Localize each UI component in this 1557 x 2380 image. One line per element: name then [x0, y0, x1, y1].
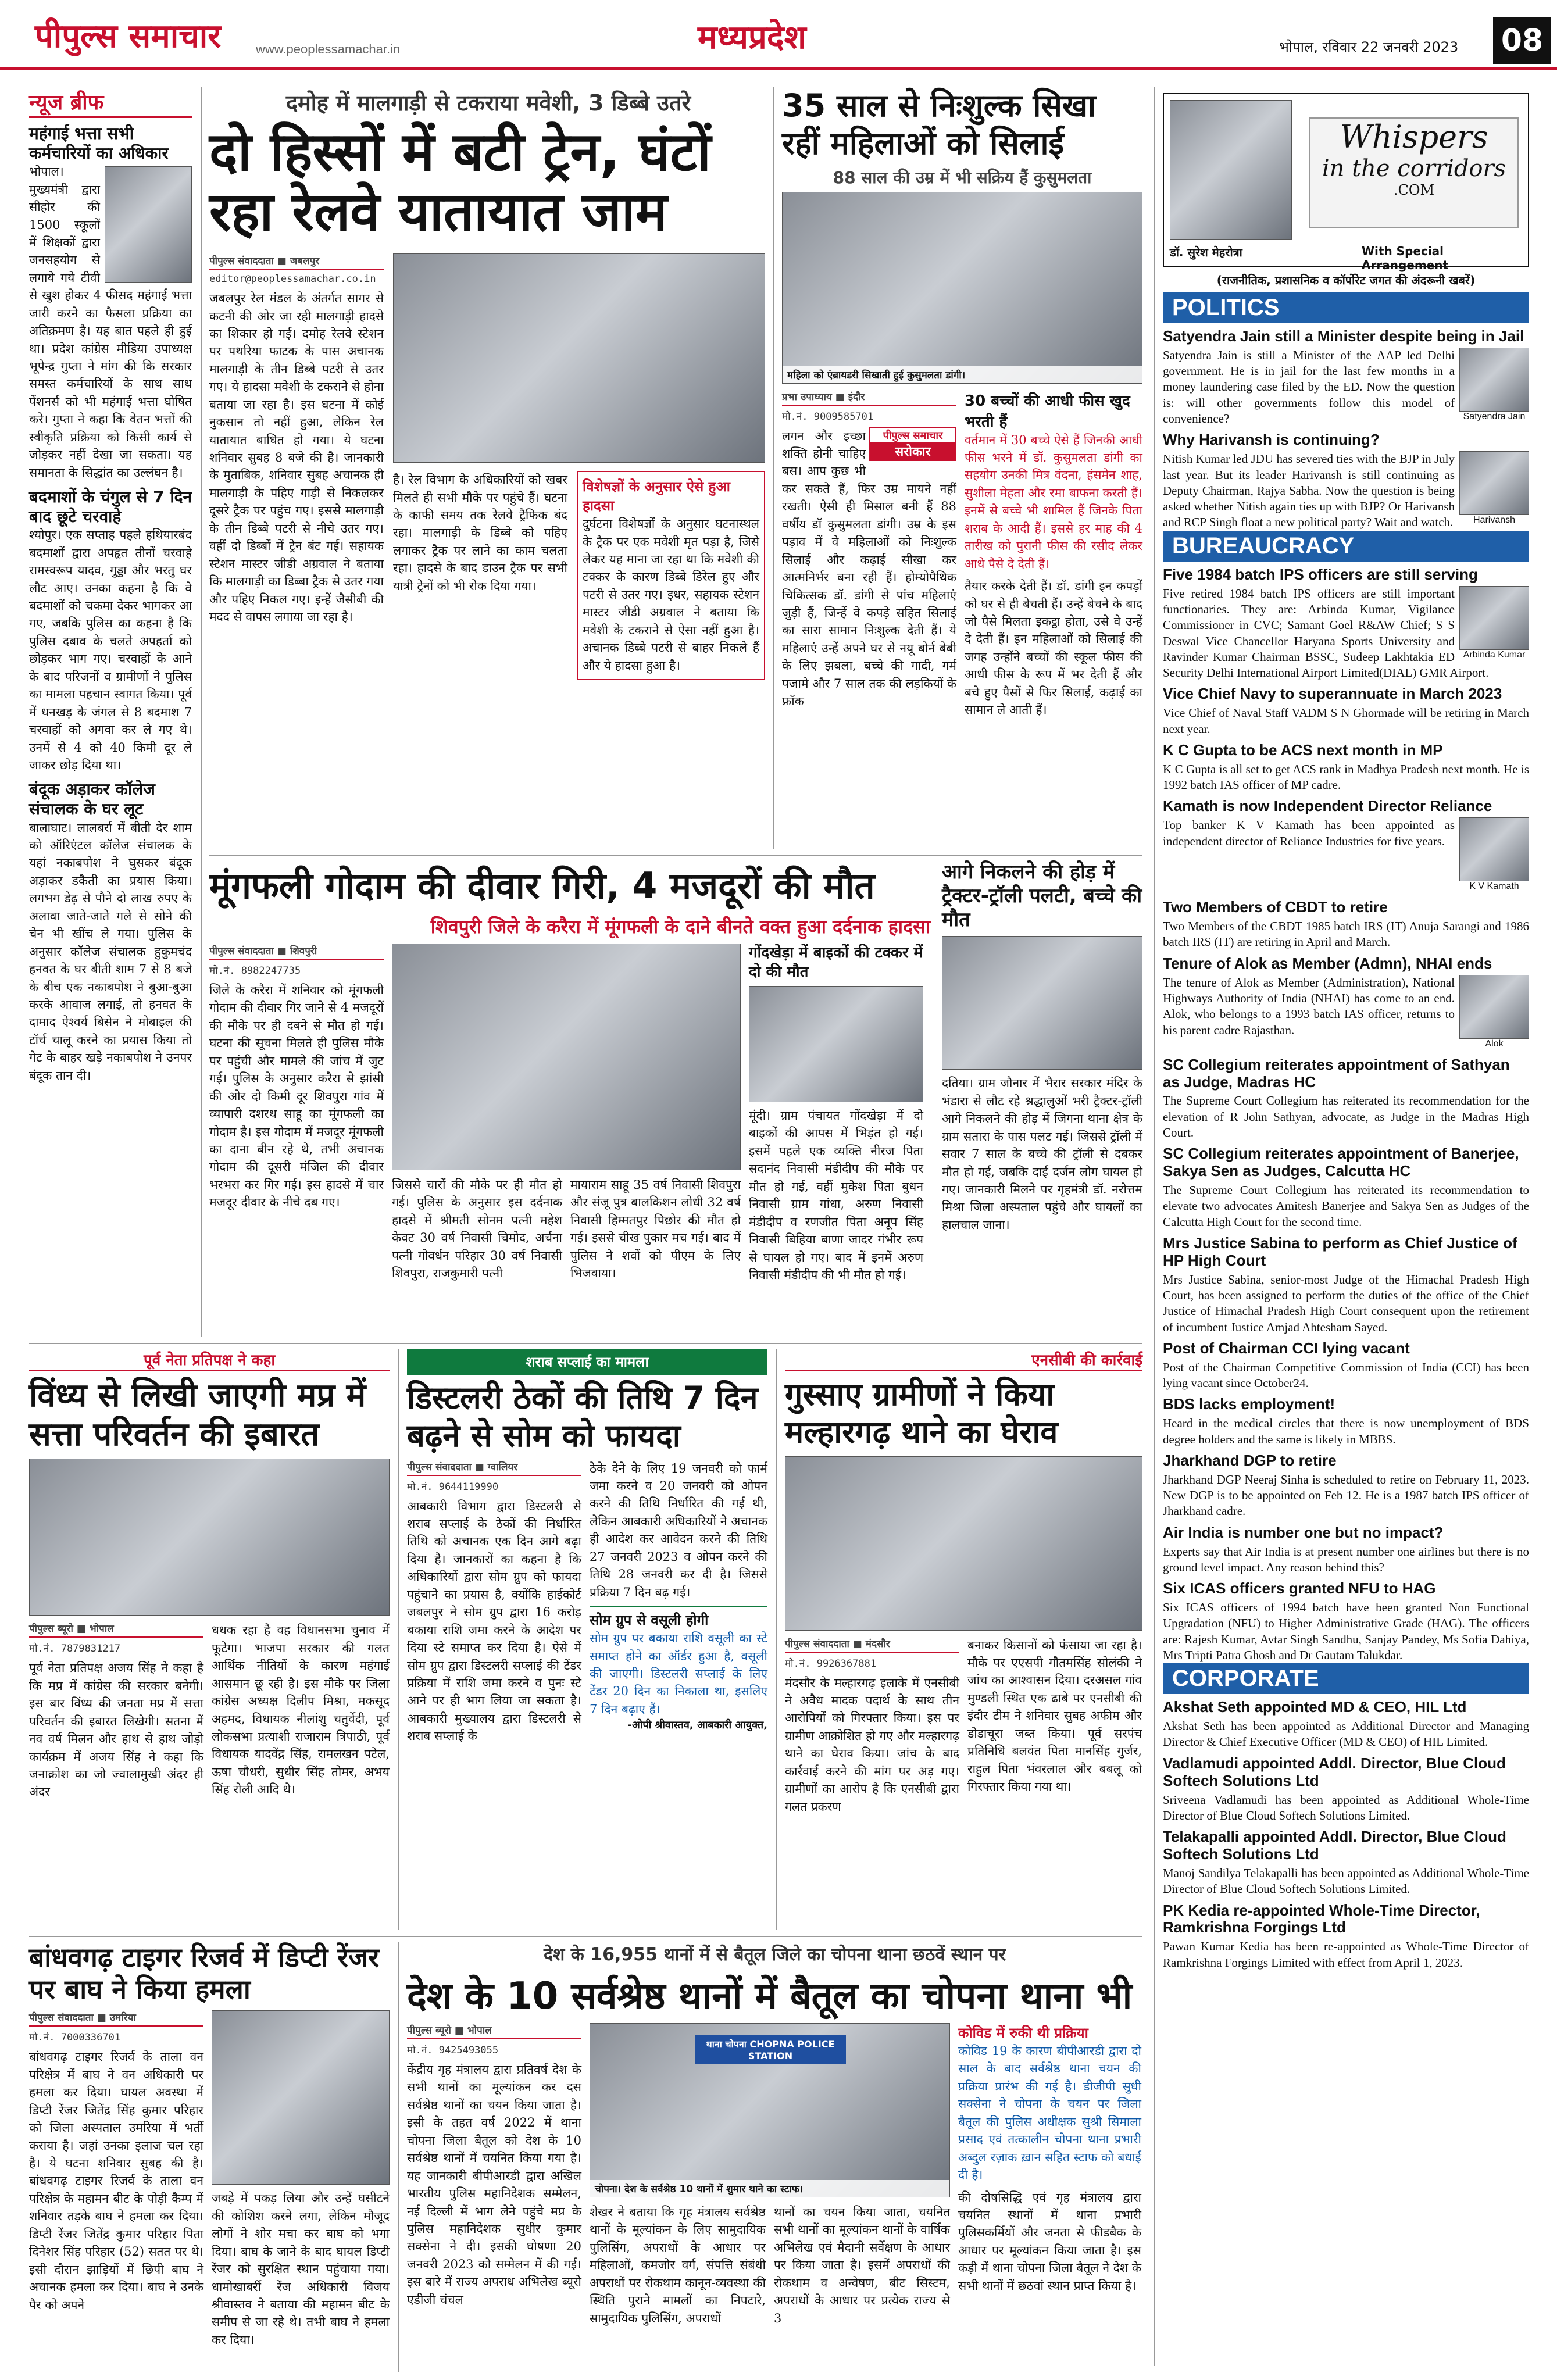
fee-box-title: 30 बच्चों की आधी फीस खुद भरती हैं — [965, 392, 1130, 431]
whisper-title: Jharkhand DGP to retire — [1163, 1451, 1337, 1469]
mobile: मो.नं. 7879831217 — [29, 1643, 121, 1655]
brief-photo-congress-leader — [105, 166, 192, 283]
whisper-photo — [1459, 586, 1529, 660]
vindhya-headline: विंध्य से लिखी जाएगी मप्र में सत्ता परिवर्तन की इबारत — [29, 1377, 366, 1454]
peanut-story — [209, 860, 930, 1337]
badge-logo: पीपुल्स समाचार — [883, 429, 943, 442]
peanut-sub: शिवपुरी जिले के करैरा में मूंगफली के दाने बीनते वक्त हुआ दर्दनाक हादसा — [430, 916, 930, 938]
police-station-photo — [590, 2023, 950, 2197]
sewing-body: लगन और इच्छा शक्ति होनी चाहिए बस। आप कुछ भी कर सकते हैं, फिर उम्र मायने नहीं रखती। ऐसी ही मिसाल बनी हैं 88 वर्षीय डॉ कुसुमलता डांगी। उम्र के इस पड़ाव में वे महिलाओं को निःशुल्क सिलाई और कढ़ाई सीखा कर आत्मनिर्भर बना रही हैं। होम्योपैथिक चिकित्सक डॉ. डांगी से पांच महिलाएं जुड़ी हैं, जिन्हें वे कपड़े सहित सिलाई का सारा सामान निःशुल्क देती हैं। ये महिलाएं उन्हें अपने घर से नयू बोर्न बेबी के लिए झबला, बच्चे की गादी, गर्म पजामे और 7 साल तक की लड़कियों के फ्रॉक — [782, 428, 956, 709]
whispers-url: .COM — [1393, 182, 1435, 198]
expert-box-title: विशेषज्ञों के अनुसार ऐसे हुआ हादसा — [583, 478, 730, 514]
portrait-caption: Harivansh — [1473, 515, 1516, 526]
portrait — [1459, 451, 1529, 515]
whispers-header — [1163, 93, 1529, 272]
whispers-subtitle: in the corridors — [1322, 155, 1506, 182]
distillery-kicker: शराब सप्लाई का मामला — [407, 1349, 767, 1375]
protest-photo — [785, 1456, 1142, 1631]
whisper-text: Pawan Kumar Kedia has been re-appointed as Whole-Time Director of Ramkrishna Forgings Limited with effect from April 1, 2023. — [1163, 1939, 1529, 1970]
whisper-item — [1163, 950, 1529, 1052]
whisper-text: Jharkhand DGP Neeraj Sinha is scheduled to retire on February 11, 2023. New DGP is to be appointed on Feb 12. He is a 1987 batch IPS officer of Jharkhand cadre. — [1163, 1472, 1529, 1518]
vindhya-kicker: पूर्व नेता प्रतिपक्ष ने कहा — [29, 1349, 390, 1371]
whisper-text: The Supreme Court Collegium has reiterated its recommendation for the elevation of R John Sathyan, advocate, as Judge in the Madras High Court. — [1163, 1093, 1529, 1140]
distillery-story — [407, 1349, 767, 1930]
whisper-item — [1163, 1897, 1529, 1971]
whisper-title: Telakapalli appointed Addl. Director, Blue Cloud Softech Solutions Ltd — [1163, 1828, 1506, 1863]
byline: पीपुल्स संवाददाता ■ ग्वालियर — [407, 1460, 581, 1476]
whisper-text: Vice Chief of Naval Staff VADM S N Ghormade will be retiring in March next year. — [1163, 706, 1529, 736]
peanut-body: जिले के करैरा में शनिवार को मूंगफली गोदाम की दीवार गिर जाने से 4 मजदूरों की मौके पर ही दबने से मौत हो गई। घटना की सूचना मिलते ही पुलिस मौके पर पहुंची और मामले की जांच में जुट गई। पुलिस के अनुसार करैरा से झांसी की ओर दो किमी दूर शिवपुरा गांव में व्यापारी दशरथ साहू का मूंगफली का गोदाम है। इस गोदाम में मजदूर मूंगफली का दाना बीन रहे थे, तभी अचानक गोदाम की दूसरी मंजिल की दीवार भरभरा कर गिर गई। इस हादसे में चार मजदूर दीवार के नीचे दब गए। — [209, 983, 384, 1210]
tractor-story — [942, 860, 1142, 1337]
distillery-body: आबकारी विभाग द्वारा डिस्टलरी से शराब सप्लाई के ठेकों की निर्धारित तिथि को अचानक एक दिन आगे बढ़ा दिया है। जानकारों का कहना है कि अधिकारियों द्वारा सोम ग्रुप को फायदा पहुंचाने का प्रयास है, क्योंकि हाईकोर्ट जबलपुर ने सोम ग्रुप द्वारा 16 करोड़ बकाया राशि जमा करने के आदेश पर दिया स्टे समाप्त कर दिया है। ऐसे में सोम ग्रुप द्वारा डिस्टलरी सप्लाई की टेंडर प्रक्रिया में राशि जमा करने व पुनः स्टे आने पर ही भाग लिया जा सकता है। आबकारी मुख्यालय द्वारा डिस्टलरी से शराब सप्लाई के — [407, 1499, 581, 1743]
whisper-text: Satyendra Jain is still a Minister of the AAP led Delhi government. He is in jail for the last few months in a money laundering case filed by the ED. Now the question is: will other governments follow this model of convenience? — [1163, 348, 1455, 426]
whispers-sidebar — [1163, 93, 1529, 2366]
sewing-sub: 88 साल की उम्र में भी सक्रिय हैं कुसुमलता — [833, 167, 1092, 187]
brief-item — [29, 780, 192, 1084]
whisper-item — [1163, 1520, 1529, 1575]
whisper-title: Vice Chief Navy to superannuate in March 2023 — [1163, 685, 1502, 703]
whisper-item — [1163, 1335, 1529, 1391]
tractor-headline: आगे निकलने की होड़ में ट्रैक्टर-ट्रॉली पलटी, बच्चे की मौत — [942, 860, 1142, 931]
mobile: मो.नं. 9644119990 — [407, 1481, 499, 1493]
portrait — [1459, 586, 1529, 650]
whisper-title: Air India is number one but no impact? — [1163, 1523, 1444, 1541]
vindhya-body-2: धधक रहा है वह विधानसभा चुनाव में फूटेगा। भाजपा सरकार की गलत आर्थिक नीतियों के कारण महंगाई आसमान छू रही है। इस मौके पर जिला कांग्रेस अध्यक्ष दिलीप मिश्रा, मकसूद अहमद, विधायक नीलांशु चतुर्वेदी, पूर्व लोकसभा प्रत्याशी राजाराम त्रिपाठी, पूर्व विधायक यादवेंद्र सिंह, रामलखन पटेल, ऊषा चौधरी, सुधीर सिंह तोमर, अभय सिंह रोली आदि थे। — [212, 1623, 390, 1797]
whispers-tagline: (राजनीतिक, प्रशासनिक व कॉर्पोरेट जगत की अंदरूनी खबरें) — [1216, 273, 1476, 287]
portrait-caption: Arbinda Kumar — [1463, 649, 1526, 660]
masthead-url[interactable]: www.peoplessamachar.in — [256, 42, 401, 56]
whisper-title: PK Kedia re-appointed Whole-Time Director, Ramkrishna Forgings Ltd — [1163, 1901, 1480, 1936]
whisper-item — [1163, 1052, 1529, 1141]
vindhya-story — [29, 1349, 390, 1930]
author-photo — [1170, 100, 1292, 240]
whisper-title: Six ICAS officers granted NFU to HAG — [1163, 1579, 1436, 1598]
recovery-box — [590, 1606, 767, 1732]
byline: पीपुल्स संवाददाता ■ मंदसौर — [785, 1636, 959, 1653]
whisper-title: Akshat Seth appointed MD & CEO, HIL Ltd — [1163, 1698, 1467, 1716]
brief-text: श्योपुर। एक सप्ताह पहले हथियारबंद बदमाशों द्वारा अपहृत तीनों चरवाहे रामस्वरूप यादव, गुड्डा और भरतु घर लौट आए। उनका कहना है कि वे बदमाशों को चकमा देकर भागकर आ गए, जबकि पुलिस का कहना है कि पुलिस दबाव के चलते अपहर्ता को छोड़कर भाग गए। चरवाहों के आने के बाद परिजनों व ग्रामीणों ने पुलिस का मामला पहचान स्वागत किया। पूर्व में धनखड़ के जंगल से 8 बदमाश 7 चरवाहों को अगवा कर ले गए थे। उनमें से 4 को 40 किमी दूर ले जाकर छोड़ दिया था। — [29, 528, 192, 772]
portrait — [1459, 975, 1529, 1039]
whisper-text: Mrs Justice Sabina, senior-most Judge of the Himachal Pradesh High Court, has been assigned to perform the duties of the office of the Chief Justice of Himachal Pradesh High Court consequent upon the retirement of incumbent Justice Amjad Ahtesham Sayed. — [1163, 1272, 1529, 1334]
mobile: मो.नं. 7000336701 — [29, 2032, 121, 2044]
brief-text: भोपाल। मुख्यमंत्री द्वारा सीहोर की 1500 स्कूलों में शिक्षकों द्वारा जनसहयोग से लगाये गये टीवी से खुश होकर 4 फीसद महंगाई भत्ता जारी करने का फैसला प्रक्रिया का अतिक्रमण है। यह बात पहले ही हुई था। प्रदेश कांग्रेस मीडिया उपाध्यक्ष भूपेन्द्र गुप्ता ने मांग की कि सरकार समस्त कर्मचारियों के साथ साथ पेंशनर्स को भी महंगाई भत्ता घोषित करे। गुप्ता ने कहा कि वेतन भत्तों की स्वीकृति प्रक्रिया को किसी कार्य से जोड़कर नहीं देखा जा सकता। यह समानता के सिद्धांत का उल्लंघन है। — [29, 165, 192, 480]
whisper-title: K C Gupta to be ACS next month in MP — [1163, 741, 1443, 759]
betul-body-3: थानों का चयन किया जाता, चयनित सभी थानों का मूल्यांकन थानों के वार्षिक अभिलेख एवं मैदानी सर्वेक्षण के आधार पर किया जाता है। इसमें अपराधों की रोकथाम व अन्वेषण, बीट सिस्टम, अपराधों के आधार पर प्रत्येक राज्य से 3 — [774, 2205, 950, 2325]
divider — [29, 1936, 1142, 1937]
portrait-caption: Satyendra Jain — [1463, 411, 1526, 421]
mobile: मो.नं. 8982247735 — [209, 965, 301, 977]
divider — [398, 1349, 399, 1930]
peanut-photo — [392, 944, 741, 1170]
train-headline: दो हिस्सों में बटी ट्रेन, घंटों रहा रेलवे यातायात जाम — [209, 121, 711, 244]
recovery-box-title: सोम ग्रुप से वसूली होगी — [590, 1612, 709, 1629]
whisper-item — [1163, 681, 1529, 737]
badge-sub: सरोकार — [870, 442, 955, 460]
malhargarh-headline: गुस्साए ग्रामीणों ने किया मल्हारगढ़ थाने का घेराव — [785, 1376, 1058, 1450]
divider — [1154, 87, 1155, 2366]
byline: पीपुल्स संवाददाता ■ उमरिया — [29, 2010, 203, 2027]
whisper-item — [1163, 323, 1529, 427]
whisper-text: Two Members of the CBDT 1985 batch IRS (IT) Anuja Sarangi and 1986 batch IRS (IT) are retiring in April and March. — [1163, 919, 1529, 949]
whisper-item — [1163, 737, 1529, 793]
expert-box — [577, 471, 765, 680]
covid-box-text: कोविड 19 के कारण बीपीआरडी द्वारा दो साल के बाद सर्वश्रेष्ठ थाना चयन की प्रक्रिया प्रारंभ की गई है। डीजीपी सुधी सक्सेना ने चोपना के चयन पर जिला बैतूल की पुलिस अधीक्षक सुश्री सिमाला प्रसाद एवं तत्कालीन चोपना थाना प्रभारी अब्दुल रज़ाक ख़ान सहित स्टाफ को बधाई दी है। — [958, 2044, 1141, 2182]
whisper-title: Mrs Justice Sabina to perform as Chief Justice of HP High Court — [1163, 1234, 1517, 1269]
divider — [29, 1343, 1142, 1344]
whisper-text: Sriveena Vadlamudi has been appointed as Additional Whole-Time Director of Blue Cloud Softech Solutions Limited. — [1163, 1792, 1529, 1822]
recovery-box-sign: -ओपी श्रीवास्तव, आबकारी आयुक्त, — [627, 1719, 767, 1732]
news-brief-label: न्यूज ब्रीफ — [29, 87, 192, 118]
whisper-title: Vadlamudi appointed Addl. Director, Blue Cloud Softech Solutions Ltd — [1163, 1754, 1506, 1789]
fee-box-text: वर्तमान में 30 बच्चे ऐसे हैं जिनकी आधी फीस भरने में डॉ. कुसुमलता डांगी का सहयोग उनकी मित्र वंदना, हंसमेन शाह, सुशीला मेहता और रमा बाफना करती हैं। इनमें से बच्चे भी शामिल हैं जिनके पिता शराब के आदी हैं। इससे हर माह की 4 तारीख को पुरानी फीस की रसीद लेकर आधे पैसे दे देती हैं। — [965, 433, 1142, 571]
tractor-photo — [942, 936, 1142, 1070]
brief-text: बालाघाट। लालबर्रा में बीती देर शाम को ऑरिएंटल कॉलेज संचालक के यहां नकाबपोश ने घुसकर बंदूक अड़ाकर डकैती का प्रयास किया। लगभग डेढ़ से पौने दो लाख रुपए के अलावा जाते-जाते गले से सोने की चेन भी खींच ले गया। पुलिस के अनुसार कॉलेज संचालक हुकुमचंद हनवत के घर बीती शाम 7 से 8 बजे के बीच एक नकाबपोश ने बुआ-बुआ करके आवाज लगाई, तो हनवत के दामाद ऐश्वर्य बिसेन ने मोबाइल की टॉर्च चालू करने का प्रयास किया तो गेट के बाहर खड़े नकाबपोश ने उनपर बंदूक तान दी। — [29, 820, 192, 1082]
whisper-item — [1163, 427, 1529, 530]
whisper-item — [1163, 1141, 1529, 1230]
whisper-photo — [1459, 348, 1529, 422]
whisper-title: Kamath is now Independent Director Reliance — [1163, 797, 1492, 815]
dateline: भोपाल, रविवार 22 जनवरी 2023 — [1279, 39, 1459, 55]
bandhavgarh-body-2: जबड़े में पकड़ लिया और उन्हें घसीटने की कोशिश करने लगा, लेकिन मौजूद लोगों ने शोर मचा कर बाघ को भगा दिया। बाघ के जाने के बाद घायल डिप्टी रेंजर को सुरक्षित स्थान पहुंचाया गया। धामोखाबर्री रेंज अधिकारी विजय श्रीवास्तव ने बताया की महामन बीट के समीप से जा रहे थे। तभी बाघ ने हमला कर दिया। — [212, 2191, 390, 2347]
sewing-photo — [782, 192, 1142, 384]
mobile: मो.नं. 9425493055 — [407, 2045, 499, 2056]
whisper-text: Experts say that Air India is at present number one airlines but there is no ground level impact. Any reason behind this? — [1163, 1544, 1529, 1574]
whisper-title: Five 1984 batch IPS officers are still serving — [1163, 565, 1478, 583]
brief-headline: बंदूक अड़ाकर कॉलेज संचालक के घर लूट — [29, 780, 155, 819]
vindhya-body: पूर्व नेता प्रतिपक्ष अजय सिंह ने कहा है कि मप्र में कांग्रेस की सरकार बनेगी। इस बार विंध्य की जनता मप्र में सत्ता परिवर्तन की इबारत लिखेगी। सतना में नव वर्ष मिलन और हाथ से हाथ जोड़ो कार्यक्रम में अजय सिंह ने कहा कि जनाक्रोश का जो ज्वालामुखी अंदर ही अंदर — [29, 1661, 203, 1799]
injured-ranger-photo — [212, 2010, 390, 2185]
author-name: डॉ. सुरेश मेहरोत्रा — [1170, 245, 1242, 259]
byline: पीपुल्स ब्यूरो ■ भोपाल — [407, 2023, 581, 2039]
gondekheda-headline: गोंदखेड़ा में बाइकों की टक्कर में दो की मौत — [749, 944, 923, 981]
whisper-text: K C Gupta is all set to get ACS rank in Madhya Pradesh next month. He is 1992 batch IAS officer of MP cadre. — [1163, 762, 1529, 792]
whispers-sections — [1163, 292, 1529, 1971]
sidebar-section-corporate: CORPORATE — [1163, 1663, 1529, 1694]
whisper-text: The tenure of Alok as Member (Administration), National Highways Authority of India (NHAI) has come to an end. Alok, who belongs to a 1993 batch IAS officer, returns to his parent cadre Rajasthan. — [1163, 975, 1455, 1037]
malhargarh-story — [785, 1349, 1142, 1930]
mobile: मो.नं. 9009585701 — [782, 410, 874, 423]
divider — [776, 1349, 777, 1930]
train-photo — [393, 253, 765, 463]
whisper-title: Tenure of Alok as Member (Admn), NHAI ends — [1163, 954, 1492, 972]
brief-headline: महंगाई भत्ता सभी कर्मचारियों का अधिकार — [29, 124, 169, 163]
whisper-photo — [1459, 817, 1529, 892]
train-story — [209, 87, 767, 849]
sewing-body-2: तैयार करके देती हैं। डॉ. डांगी इन कपड़ों को घर से ही बेचती हैं। उन्हें बेचने के बाद जो पैसे मिलता इकट्ठा होता, उसे वे उन्हें दे देती हैं। इन महिलाओं को सिलाई की जगह उन्होंने बच्चों की स्कूल फीस की आधी फीस के रूप में भर देती हैं और बचे हुए पैसों से फिर सिलाई, कढ़ाई का सामान ले आती हैं। — [965, 579, 1142, 717]
whisper-item — [1163, 562, 1529, 681]
sidebar-section-politics: POLITICS — [1163, 292, 1529, 323]
whisper-item — [1163, 1391, 1529, 1447]
sidebar-section-bureaucracy: BUREAUCRACY — [1163, 531, 1529, 562]
malhargarh-body: मंदसौर के मल्हारगढ़ इलाके में एनसीबी ने अवैध मादक पदार्थ के साथ तीन आरोपियों को गिरफ्तार किया। इस पर ग्रामीण आक्रोशित हो गए और मल्हारगढ़ थाने का घेराव किया। जांच के बाद कार्रवाई करने की मांग पर अड़ गए। ग्रामीणों का आरोप है कि एनसीबी द्वारा गलत प्रकरण — [785, 1675, 959, 1814]
whisper-photo — [1459, 975, 1529, 1049]
divider — [201, 87, 202, 1337]
photo-caption: महिला को एंब्रायडरी सिखाती हुई कुसुमलता डांगी। — [783, 366, 1142, 383]
whisper-title: Two Members of CBDT to retire — [1163, 898, 1388, 916]
whisper-text: Manoj Sandilya Telakapalli has been appointed as Additional Whole-Time Director of Blue Cloud Softech Solutions Limited. — [1163, 1866, 1529, 1896]
sewing-headline: 35 साल से निःशुल्क सिखा रहीं महिलाओं को सिलाई — [782, 87, 1097, 162]
byline: पीपुल्स संवाददाता ■ जबलपुर — [209, 253, 384, 270]
distillery-body-2: ठेके देने के लिए 19 जनवरी को फार्म जमा करने व 20 जनवरी को ओपन करने की तिथि निर्धारित की गई थी, लेकिन आबकारी अधिकारियों ने अचानक ही आदेश कर आवेदन करने की तिथि 27 जनवरी 2023 व ओपन करने की तिथि 28 जनवरी कर दी है। जिससे प्रक्रिया 7 दिन बढ़ गई। — [590, 1461, 767, 1599]
bandhavgarh-body: बांधवगढ़ टाइगर रिजर्व के ताला वन परिक्षेत्र में बाघ ने वन अधिकारी पर हमला कर दिया। घायल अवस्था में डिप्टी रेंजर जितेंद्र सिंह कुमार परिहार को जिला अस्पताल उमरिया में भर्ती कराया है। जहां उनका इलाज चल रहा है। ये घटना शनिवार सुबह की है। बांधवगढ़ टाइगर रिजर्व के ताला वन परिक्षेत्र के महामन बीट के पोड़ी कैम्प में शनिवार तड़के बाघ ने हमला कर दिया। डिप्टी रेंजर जितेंद्र कुमार परिहार पिता दिनेशर सिंह परिहार (52) सतत पर थे। इसी दौरान झाड़ियों में छिपी बाघ ने अचानक हमला कर दिया। बाघ ने उनके पैर को अपने — [29, 2050, 203, 2312]
section-title: मध्यप्रदेश — [698, 19, 806, 56]
whisper-item — [1163, 1750, 1529, 1824]
email[interactable]: editor@peoplessamachar.co.in — [209, 273, 376, 285]
whisper-item — [1163, 793, 1529, 894]
whisper-title: Why Harivansh is continuing? — [1163, 431, 1380, 449]
station-signboard: थाना चोपना CHOPNA POLICE STATION — [695, 2035, 846, 2064]
sewing-story — [782, 87, 1142, 843]
peanut-headline: मूंगफली गोदाम की दीवार गिरी, 4 मजदूरों की मौत — [209, 864, 875, 907]
whisper-title: SC Collegium reiterates appointment of Banerjee, Sakya Sen as Judges, Calcutta HC — [1163, 1145, 1519, 1180]
expert-box-text: दुर्घटना विशेषज्ञों के अनुसार घटनास्थल के ट्रैक पर एक मवेशी मृत पड़ा है, जिसे लेकर यह माना जा रहा था कि मवेशी की टक्कर के कारण डिब्बे डिरेल हुए और पटरी से उतर गए। इधर, सहायक स्टेशन मास्टर जीडी अग्रवाल ने बताया कि मवेशी के टकराने से ऐसा नहीं हुआ है। अचानक डिब्बे पटरी से बाहर निकले हैं और ये हादसा हुआ है। — [583, 517, 759, 673]
whisper-photo — [1459, 451, 1529, 526]
portrait — [1459, 817, 1529, 881]
rally-photo — [29, 1459, 390, 1616]
portrait-caption: Alok — [1485, 1038, 1504, 1049]
peanut-body-3: मायाराम साहू 35 वर्ष निवासी शिवपुरा और संजू पुत्र बालकिशन लोधी 32 वर्ष निवासी हिम्मतपुर पिछोर की मौत हो गई। इससे चीख पुकार मच गई। बाद में पुलिस ने शवों को पीएम के लिए भिजवाया। — [570, 1178, 741, 1281]
sarokar-badge — [869, 427, 956, 461]
tractor-text: दतिया। ग्राम जौनार में भैरार सरकार मंदिर के भंडारा से लौट रहे श्रद्धालुओं भरी ट्रैक्टर-ट्रॉली आगे निकलने की होड़ में जिगना थाना क्षेत्र के ग्राम सतारा के पास पलट गई। जिससे ट्रॉली में सवार 7 साल के बच्चे की ट्रॉली से दबकर मौत हो गई, जबकि दाई दर्जन लोग घायल हो गए। जानकारी मिलने पर गृहमंत्री डॉ. नरोत्तम मिश्रा जिला अस्पताल पहुंचे और घायलों का हालचाल जाना। — [942, 1076, 1142, 1232]
betul-body-2: शेखर ने बताया कि गृह मंत्रालय सर्वश्रेष्ठ थानों के मूल्यांकन के लिए सामुदायिक पुलिसिंग, अपराधों के आधार पर महिलाओं, कमजोर वर्ग, संपत्ति संबंधी अपराधों पर रोकथाम कानून-व्यवस्था की स्थिति पुराने मामलों का निपटारे, सामुदायिक पुलिसिंग, अपराधों — [590, 2205, 766, 2325]
whisper-item — [1163, 1694, 1529, 1750]
train-body-2: है। रेल विभाग के अधिकारियों को खबर मिलते ही सभी मौके पर पहुंचे हैं। घटना के काफी समय तक रेलवे ट्रैफिक बंद रहा। मालगाड़ी के डिब्बे को पहिए लगाकर ट्रैक पर लाने का काम चलता रहा। हादसे के बाद डाउन ट्रैक पर सभी यात्री ट्रेनों को भी रोक दिया गया। — [393, 473, 567, 593]
whisper-text: Nitish Kumar led JDU has severed ties with the BJP in July last year. But its leader Harivansh is still continuing as Deputy Chairman, Rajya Sabha. Now the question is being asked whether Nitish again ties up with BJP? Or Harivansh and RCP Singh float a new political party? Wait and watch. — [1163, 452, 1455, 530]
masthead — [0, 0, 1557, 70]
mobile: मो.नं. 9926367881 — [785, 1657, 877, 1670]
news-brief-column — [29, 87, 192, 1337]
divider — [398, 1942, 399, 2372]
whisper-item — [1163, 1230, 1529, 1335]
whisper-text: Top banker K V Kamath has been appointed as independent director of Reliance Industries for five years. — [1163, 818, 1455, 848]
whisper-text: Post of the Chairman Competitive Commission of India (CCI) has been lying vacant since October24. — [1163, 1360, 1529, 1391]
bandhavgarh-headline: बांधवगढ़ टाइगर रिजर्व में डिप्टी रेंजर पर बाघ ने किया हमला — [29, 1942, 380, 2006]
whisper-text: Heard in the medical circles that there is now unemployment of BDS degree holders and the same is likely in MBBS. — [1163, 1416, 1529, 1446]
betul-body: केंद्रीय गृह मंत्रालय द्वारा प्रतिवर्ष देश के सभी थानों का मूल्यांकन कर दस सर्वश्रेष्ठ थानों का चयन किया जाता है। इसी के तहत वर्ष 2022 में थाना चोपना जिला बैतूल को देश के 10 सर्वश्रेष्ठ थानों में चयनित किया गया है। यह जानकारी बीपीआरडी द्वारा अखिल भारतीय पुलिस महानिदेशक सम्मेलन, नई दिल्ली में भाग लेने पहुंचे मप्र के पुलिस महानिदेशक सुधीर कुमार सक्सेना ने दी। इसकी घोषणा 20 जनवरी 2023 को सम्मेलन में की गई। इस बारे में राज्य अपराध अभिलेख ब्यूरो एडीजी चंचल — [407, 2063, 581, 2307]
bandhavgarh-story — [29, 1942, 390, 2372]
photo-caption: चोपना। देश के सर्वश्रेष्ठ 10 थानों में शुमार थाने का स्टाफ। — [590, 2180, 949, 2197]
whispers-title: Whispers — [1340, 119, 1488, 155]
whisper-text: Six ICAS officers of 1994 batch have been granted Non Functional Upgradation (NFU) to Higher Administrative Grade (HAG). The officers are: Rajesh Kumar, Avtar Singh Sandhu, Sanjay Pandey, Ms Sofia Dahiya, Mrs Tripti Patra Ghosh and Dr Gautam Talukdar. — [1163, 1600, 1529, 1662]
train-body: जबलपुर रेल मंडल के अंतर्गत सागर से कटनी की ओर जा रही मालगाड़ी हादसे का शिकार हो गई। दमोह रेलवे स्टेशन पर पथरिया फाटक के पास अचानक मालगाड़ी के तीन डिब्बे पटरी से उतर गए। ये हादसा मवेशी के टकराने से होना बताया जा रहा है। इस घटना में कोई नुकसान तो नहीं हुआ, लेकिन रेल यातायात बाधित हो गया। ये घटना शनिवार सुबह 8 बजे की है। जानकारी के मुताबिक, शनिवार सुबह अचानक ही मालगाड़ी के पहिए गाड़ी से निकलकर दूसरे ट्रैक पर पहुंच गए। इससे मालगाड़ी के तीन डिब्बे पटरी से नीचे उतर गए। वहीं दो डिब्बों में ट्रेन बंट गई। सहायक स्टेशन मास्टर जीडी अग्रवाल ने बताया कि मालगाड़ी का डिब्बा ट्रैक से उतर गया और पहिए निकल गए। इन्हें जैसीबी की मदद से वापस लगाया जा रहा है। — [209, 291, 384, 624]
whispers-logo — [1309, 117, 1519, 228]
whisper-title: SC Collegium reiterates appointment of Sathyan as Judge, Madras HC — [1163, 1055, 1510, 1091]
byline: पीपुल्स संवाददाता ■ शिवपुरी — [209, 944, 384, 960]
whisper-text: Five retired 1984 batch IPS officers are still important functionaries. They are: Arbinda Kumar, Vigilance Commissioner in CVC; Samant Goel R&AW Chief; S S Deswal Vice Chancellor Haryana Sports University and Ravinder Kumar Chairman BSSC, Sudeep Lakhtakia ED Security Delhi International Airport Limited(DIAL) GMR Airport. — [1163, 586, 1489, 680]
betul-kicker: देश के 16,955 थानों में से बैतूल जिले का चोपना थाना छठवें स्थान पर — [544, 1945, 1006, 1965]
special-arrangement: With Special Arrangement — [1362, 244, 1449, 272]
whisper-text: Akshat Seth has been appointed as Additional Director and Managing Director & Chief Executive Officer (MD & CEO) of HIL Limited. — [1163, 1719, 1529, 1749]
distillery-headline: डिस्टलरी ठेकों की तिथि 7 दिन बढ़ने से सोम को फायदा — [407, 1380, 758, 1454]
masthead-logo[interactable]: पीपुल्स समाचार — [35, 17, 222, 55]
malhargarh-body-2: बनाकर किसानों को फंसाया जा रहा है। मौके पर एएसपी गौतमसिंह सोलंकी ने जांच का आश्वासन दिया। दरअसल गांव मुण्डली स्थित एक ढाबे पर एनसीबी की इंदौर टीम ने शनिवार सुबह अफीम और डोडाचूरा जब्त किया। पूर्व सरपंच प्रतिनिधि बलवंत पिता मानसिंह गुर्जर, राहुल पिता भंवरलाल और बबलू को गिरफ्तार किया गया था। — [967, 1638, 1142, 1794]
malhargarh-kicker: एनसीबी की कार्रवाई — [785, 1349, 1142, 1371]
portrait — [1459, 348, 1529, 412]
peanut-body-2: जिससे चारों की मौके पर ही मौत हो गई। पुलिस के अनुसार इस दर्दनाक हादसे में श्रीमती सोनम पत्नी महेश केवट 30 वर्ष निवासी चिमोद, अर्चना पत्नी गोवर्धन परिहार 30 वर्ष निवासी शिवपुरा, राजकुमारी पत्नी — [392, 1178, 562, 1281]
brief-headline: बदमाशों के चंगुल से 7 दिन बाद छूटे चरवाहे — [29, 487, 192, 526]
train-kicker: दमोह में मालगाड़ी से टकराया मवेशी, 3 डिब्बे उतरे — [285, 90, 691, 116]
accident-photo — [749, 986, 923, 1102]
portrait-caption: K V Kamath — [1469, 881, 1519, 892]
divider — [773, 87, 774, 849]
whisper-title: Post of Chairman CCI lying vacant — [1163, 1339, 1410, 1357]
page-number: 08 — [1493, 17, 1551, 64]
covid-box-title: कोविड में रुकी थी प्रक्रिया — [958, 2025, 1088, 2041]
recovery-box-text: सोम ग्रुप पर बकाया राशि वसूली का स्टे समाप्त होने का ऑर्डर हुआ है, वसूली की जाएगी। डिस्टलरी सप्लाई के लिए टेंडर 20 दिन का निकाला था, इसलिए 7 दिन बढ़ाए हैं। — [590, 1631, 767, 1716]
byline: पीपुल्स ब्यूरो ■ भोपाल — [29, 1621, 203, 1638]
betul-body-4: की दोषसिद्धि एवं गृह मंत्रालय द्वारा चयनित स्थानों में थाना प्रभारी पुलिसकर्मियों और जनता से फीडबैक के आधार पर मूल्यांकन किया जाता है। इस कड़ी में थाना चोपना जिला बैतूल ने देश के सभी थानों में छठवां स्थान प्राप्त किया है। — [958, 2190, 1141, 2293]
gondekheda-text: मूंदी। ग्राम पंचायत गोंदखेड़ा में दो बाइकों की आपस में भिड़ंत हो गई। इसमें पहले एक व्यक्ति नीरज पिता सदानंद निवासी मंडीदीप की मौके पर मौत हो गई, वहीं मुकेश पिता बुधन निवासी ग्राम गांधा, अरुण निवासी मंडीदीप व रणजीत पिता अनूप सिंह निवासी बिहिया बाणा जादर गंभीर रूप से घायल हो गए। बाद में इनमें अरुण निवासी मंडीदीप की भी मौत हो गई। — [749, 1109, 923, 1282]
whisper-text: The Supreme Court Collegium has reiterated its recommendation to elevate two advocates Amitesh Banerjee and Sakya Sen as Judges of the Calcutta High Court for the second time. — [1163, 1183, 1529, 1229]
divider — [209, 855, 1142, 856]
whisper-title: Satyendra Jain still a Minister despite being in Jail — [1163, 327, 1524, 345]
brief-item — [29, 487, 192, 774]
brief-item — [29, 124, 192, 481]
whisper-item — [1163, 1824, 1529, 1897]
whisper-item — [1163, 1448, 1529, 1520]
betul-headline: देश के 10 सर्वश्रेष्ठ थानों में बैतूल का चोपना थाना भी — [407, 1975, 1133, 2018]
whisper-item — [1163, 1575, 1529, 1663]
whisper-item — [1163, 894, 1529, 950]
byline: प्रभा उपाध्याय ■ इंदौर — [782, 389, 956, 406]
whisper-title: BDS lacks employment! — [1163, 1395, 1335, 1413]
betul-story — [407, 1942, 1142, 2372]
